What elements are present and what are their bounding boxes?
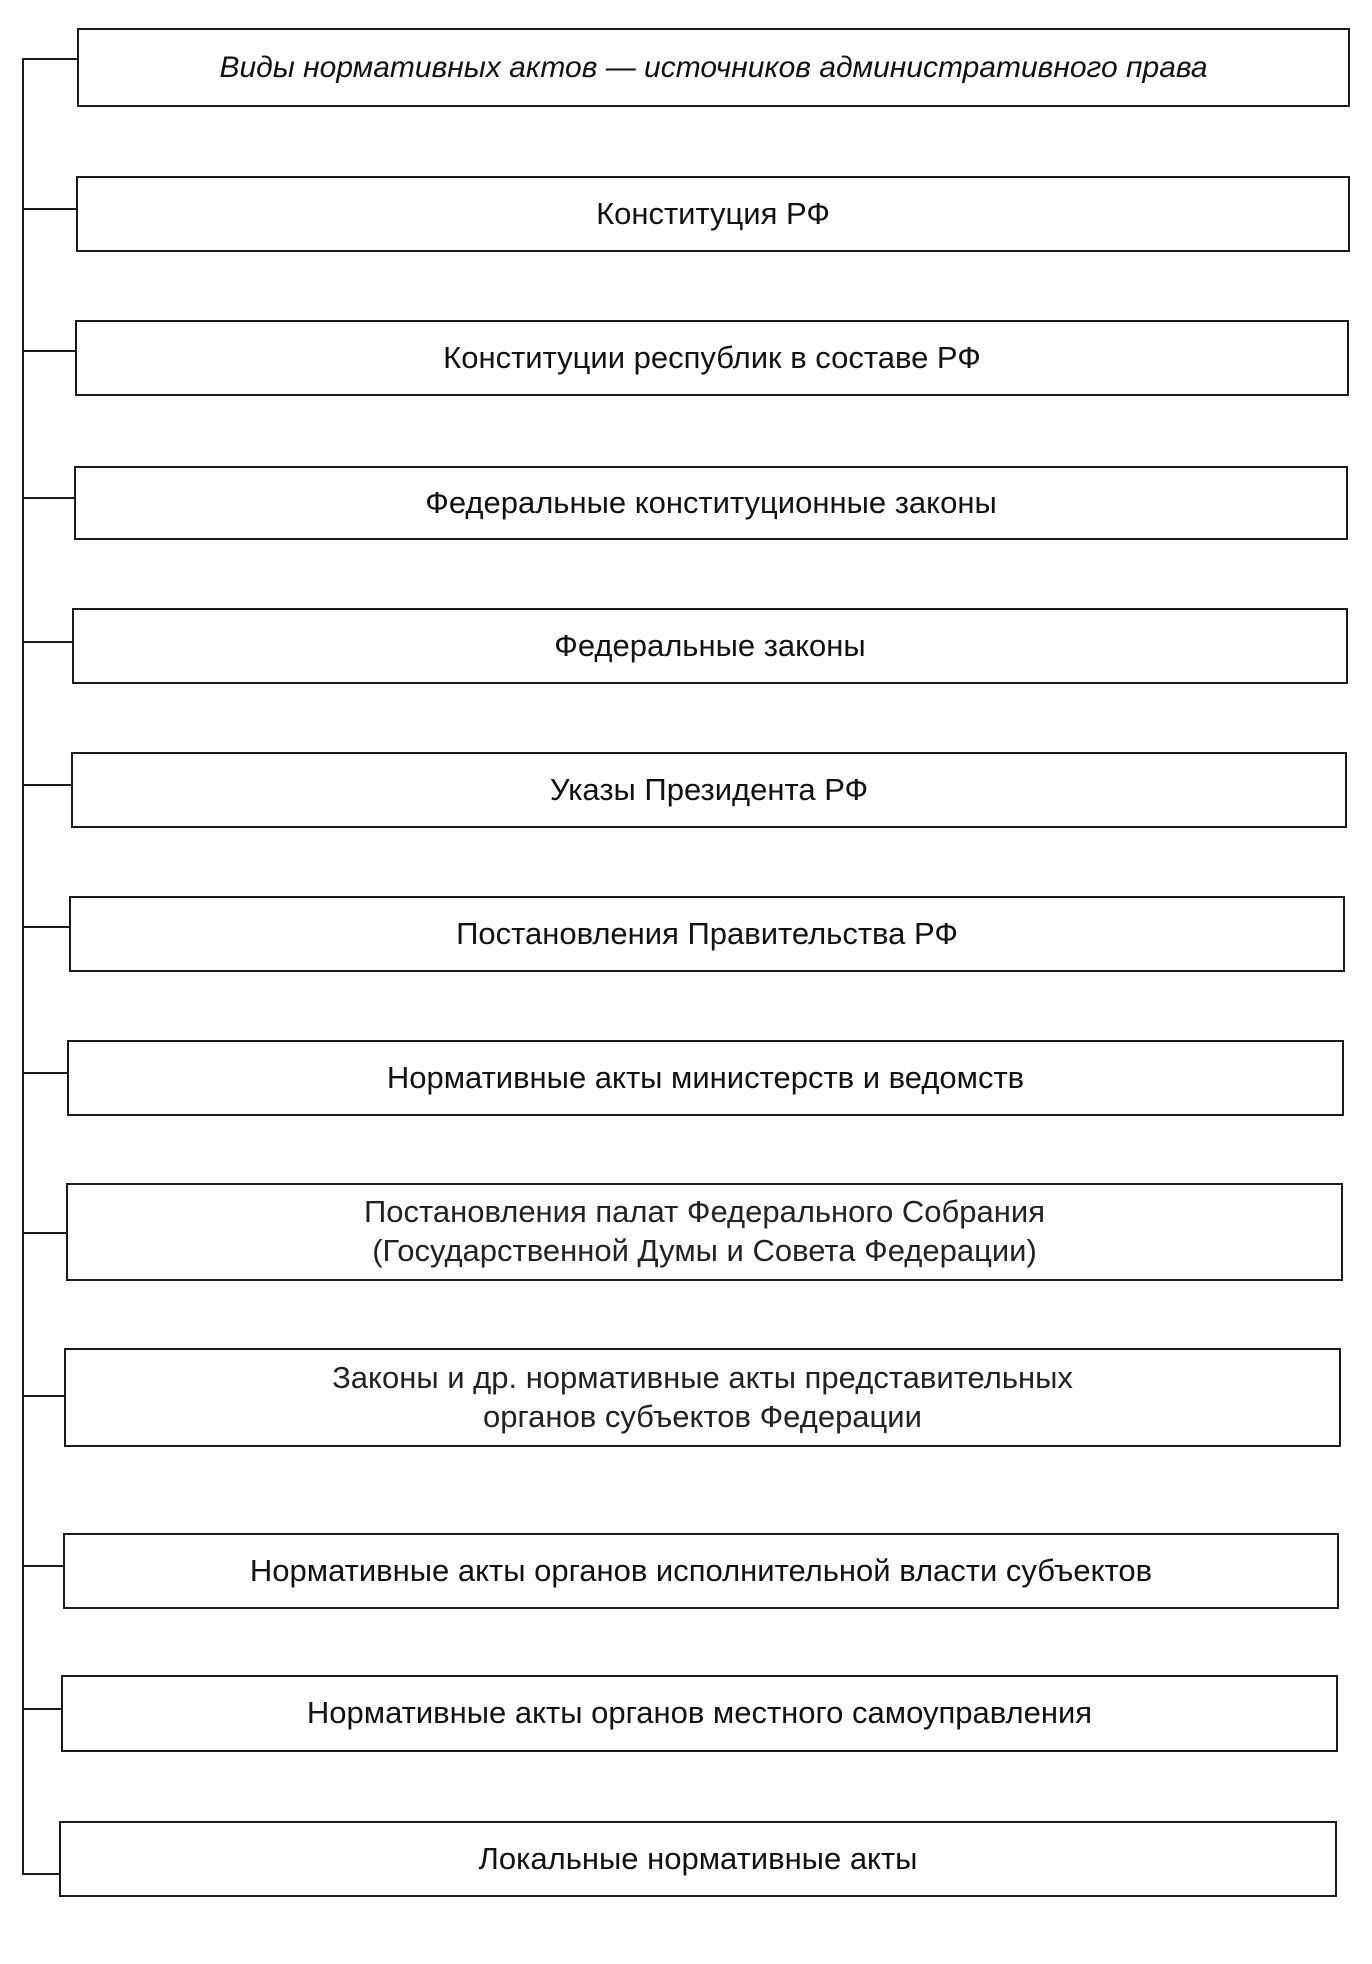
connector-item — [22, 1395, 65, 1397]
item-label: Федеральные законы — [554, 627, 866, 663]
item-box-federal-assembly-resolutions — [66, 1183, 1343, 1281]
connector-item — [22, 926, 70, 928]
item-box-regional-executive-acts — [63, 1533, 1339, 1609]
item-label: Нормативные акты органов местного самоуправления — [306, 1695, 1093, 1731]
item-box-government-resolutions — [69, 896, 1345, 972]
item-box-presidential-decrees — [71, 752, 1347, 828]
item-box-ministry-acts — [67, 1040, 1344, 1116]
connector-item — [22, 1708, 62, 1710]
item-box-regional-legislative-acts — [64, 1348, 1341, 1447]
connector-item — [22, 1072, 68, 1074]
item-box-local-normative-acts — [59, 1821, 1337, 1897]
vertical-spine-line — [22, 58, 24, 1874]
item-label: Постановления палат Федерального Собрания (Государственной Думы и Совета Федерации) — [364, 1194, 1045, 1268]
connector-item — [22, 641, 74, 643]
connector-title — [22, 58, 78, 60]
connector-item — [22, 1565, 64, 1567]
item-label: Нормативные акты министерств и ведомств — [386, 1059, 1025, 1095]
item-box-federal-laws — [72, 608, 1348, 684]
diagram-title: Виды нормативных актов — источников административного права — [219, 50, 1208, 84]
item-box-federal-constitutional-laws — [74, 466, 1348, 540]
item-label: Федеральные конституционные законы — [425, 484, 997, 520]
item-label: Постановления Правительства РФ — [456, 915, 958, 951]
item-box-local-government-acts — [61, 1675, 1338, 1752]
item-box-republic-constitutions — [75, 320, 1349, 396]
item-label: Нормативные акты органов исполнительной власти субъектов — [249, 1552, 1153, 1588]
connector-item — [22, 1232, 67, 1234]
connector-item — [22, 350, 76, 352]
item-box-constitution — [76, 176, 1350, 252]
connector-item — [22, 784, 72, 786]
item-label: Законы и др. нормативные акты представительных органов субъектов Федерации — [332, 1359, 1073, 1434]
connector-item — [22, 208, 78, 210]
item-label: Локальные нормативные акты — [478, 1840, 918, 1876]
connector-item — [22, 497, 75, 499]
item-label: Указы Президента РФ — [549, 771, 869, 807]
item-label: Конституция РФ — [596, 195, 830, 231]
title-box — [77, 28, 1350, 107]
item-label: Конституции республик в составе РФ — [443, 339, 981, 375]
connector-item — [22, 1873, 60, 1875]
